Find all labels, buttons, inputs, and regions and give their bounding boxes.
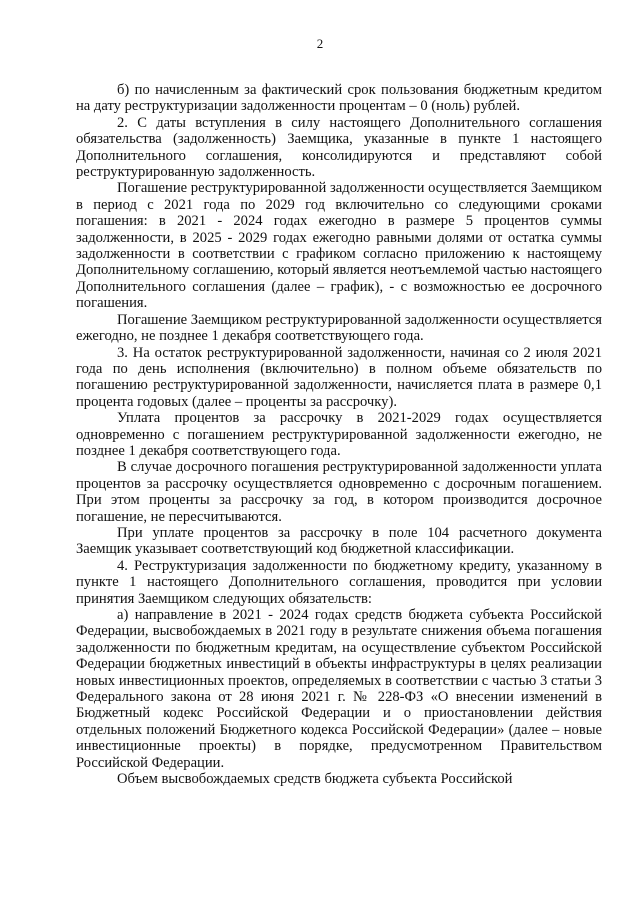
page-number: 2 <box>316 36 324 51</box>
paragraph: При уплате процентов за рассрочку в поле 104 расчетного документа Заемщик указывает соответствующий код бюджетной классификации. <box>76 524 602 558</box>
paragraph: б) по начисленным за фактический срок пользования бюджетным кредитом на дату реструктуризации задолженности процентам – 0 (ноль) рублей. <box>76 82 602 115</box>
paragraph: В случае досрочного погашения реструктурированной задолженности уплата процентов за рассрочку осуществляется одновременно с досрочным погашением. При этом проценты за рассрочку за год, в котором производится досрочное погашение, не пересчитываются. <box>76 459 602 525</box>
paragraph: Погашение реструктурированной задолженности осуществляется Заемщиком в период с 2021 года по 2029 год включительно со следующими сроками погашения: в 2021 - 2024 годах ежегодно в размере 5 процентов суммы задолженности, в 2025 - 2029 годах ежегодно равными долями от остатка суммы задолженности в соответствии с графиком согласно приложению к настоящему Дополнительному соглашению, который является неотъемлемой частью настоящего Дополнительного соглашения (далее – график), - с возможностью ее досрочного погашения. <box>76 180 602 312</box>
paragraph: Объем высвобождаемых средств бюджета субъекта Российской <box>117 771 513 788</box>
paragraph: Погашение Заемщиком реструктурированной задолженности осуществляется ежегодно, не позднее 1 декабря соответствующего года. <box>76 311 602 345</box>
paragraph: а) направление в 2021 - 2024 годах средств бюджета субъекта Российской Федерации, высвобождаемых в 2021 году в результате снижения объема погашения задолженности по бюджетным кредитам, на осуществление субъектом Российской Федерации бюджетных инвестиций в объекты инфраструктуры в целях реализации новых инвестиционных проектов, определяемых в соответствии с частью 3 статьи 3 Федерального закона от 28 июня 2021 г. № 228-ФЗ «О внесении изменений в Бюджетный кодекс Российской Федерации и о приостановлении действия отдельных положений Бюджетного кодекса Российской Федерации» (далее – новые инвестиционные проекты) в порядке, предусмотренном Правительством Российской Федерации. <box>76 607 602 771</box>
document-body <box>76 82 602 787</box>
paragraph: 4. Реструктуризация задолженности по бюджетному кредиту, указанному в пункте 1 настоящего Дополнительного соглашения, проводится при условии принятия Заемщиком следующих обязательств: <box>76 557 602 607</box>
paragraph: Уплата процентов за рассрочку в 2021-2029 годах осуществляется одновременно с погашением реструктурированной задолженности ежегодно, не позднее 1 декабря соответствующего года. <box>76 410 602 459</box>
paragraph: 2. С даты вступления в силу настоящего Дополнительного соглашения обязательства (задолженность) Заемщика, указанные в пункте 1 настоящего Дополнительного соглашения, консолидируются и представляют собой реструктурированную задолженность. <box>76 114 602 181</box>
paragraph: 3. На остаток реструктурированной задолженности, начиная со 2 июля 2021 года по день исполнения (включительно) в полном объеме обязательств по погашению реструктурированной задолженности, начисляется плата в размере 0,1 процента годовых (далее – проценты за рассрочку). <box>76 344 602 410</box>
